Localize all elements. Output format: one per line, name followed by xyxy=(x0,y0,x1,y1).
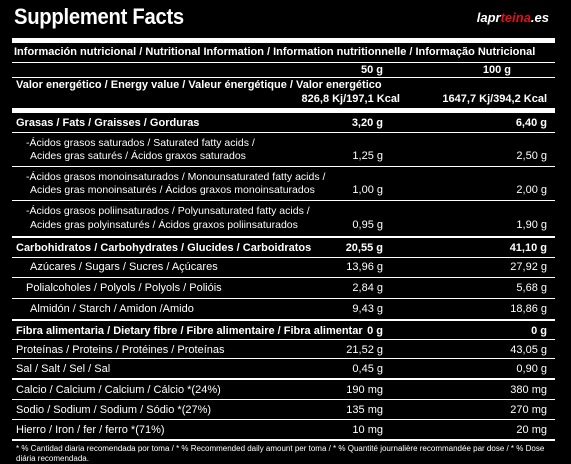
supplement-facts-panel xyxy=(12,4,555,463)
carbs-row xyxy=(12,238,555,257)
iron-row xyxy=(12,420,555,439)
polyols-col1: 2,84 g xyxy=(352,282,383,294)
polyols-label: Polialcoholes / Polyols / Polyols / Polióis xyxy=(26,282,222,294)
mono-row xyxy=(12,167,555,200)
fibre-row xyxy=(12,321,555,339)
sodium-label: Sodio / Sodium / Sodium / Sódio *(27%) xyxy=(16,404,212,416)
sodium-col2: 270 mg xyxy=(510,404,547,416)
energy-row xyxy=(12,78,555,108)
col2-header: 100 g xyxy=(482,64,511,76)
logo-text-3: .es xyxy=(530,10,549,25)
saturated-col2: 2,50 g xyxy=(516,150,547,162)
polyols-col2: 5,68 g xyxy=(516,282,547,294)
logo-text-2: teina xyxy=(500,10,531,25)
saturated-row xyxy=(12,133,555,166)
brand-logo xyxy=(477,10,549,25)
carbs-col1: 20,55 g xyxy=(345,242,383,254)
poly-col1: 0,95 g xyxy=(352,219,383,231)
salt-label: Sal / Salt / Sel / Sal xyxy=(16,363,111,375)
fibre-label: Fibra alimentaria / Dietary fibre / Fibre alimentaire / Fibra alimentar xyxy=(16,325,363,337)
logo-text-1: lapr xyxy=(476,10,501,25)
footnote: * % Cantidad diaria recomendada por toma / * % Recommended daily amount per toma / * % Quantité journalière recommandée par dose / * % Dose diária recomendada. xyxy=(16,444,545,463)
fats-label: Grasas / Fats / Graisses / Gorduras xyxy=(16,117,200,129)
sodium-row xyxy=(12,400,555,419)
carbs-label: Carbohidratos / Carbohydrates / Glucides / Carboidratos xyxy=(16,242,312,254)
energy-label: Valor energético / Energy value / Valeur énergétique / Valor energético xyxy=(16,79,382,91)
mono-col1: 1,00 g xyxy=(352,184,383,196)
poly-row xyxy=(12,201,555,236)
sugars-label: Azúcares / Sugars / Sucres / Açúcares xyxy=(30,261,218,273)
page-title: Supplement Facts xyxy=(14,4,184,29)
calcium-col2: 380 mg xyxy=(510,384,547,396)
salt-col1: 0,45 g xyxy=(352,363,383,375)
sugars-col2: 27,92 g xyxy=(510,261,547,273)
fibre-col1: 0 g xyxy=(367,325,383,337)
mono-label-1: -Ácidos grasos monoinsaturados / Monounsaturated fatty acids / xyxy=(26,171,326,183)
iron-col2: 20 mg xyxy=(516,424,547,436)
poly-label-2: Acides gras polyinsaturés / Ácidos graxos poliinsaturados xyxy=(30,219,298,231)
calcium-label: Calcio / Calcium / Calcium / Cálcio *(24%) xyxy=(16,384,221,396)
mono-col2: 2,00 g xyxy=(516,184,547,196)
fats-row xyxy=(12,113,555,132)
saturated-label-1: -Ácidos grasos saturados / Saturated fatty acids / xyxy=(26,137,255,149)
protein-col1: 21,52 g xyxy=(346,344,383,356)
mono-label-2: Acides gras monoinsaturés / Ácidos graxos monoinsaturados xyxy=(30,184,315,196)
salt-row xyxy=(12,359,555,378)
starch-col2: 18,86 g xyxy=(510,303,547,315)
fibre-col2: 0 g xyxy=(531,325,547,337)
serving-header-row xyxy=(12,63,555,77)
iron-label: Hierro / Iron / fer / ferro *(71%) xyxy=(16,424,165,436)
starch-label: Almidón / Starch / Amidon /Amido xyxy=(30,303,194,315)
info-title-row xyxy=(12,43,555,62)
starch-row xyxy=(12,299,555,319)
carbs-col2: 41,10 g xyxy=(509,242,547,254)
protein-row xyxy=(12,340,555,358)
header xyxy=(12,4,555,38)
info-title: Información nutricional / Nutritional Information / Information nutritionnelle / Informação Nutricional xyxy=(14,46,536,58)
sugars-col1: 13,96 g xyxy=(346,261,383,273)
poly-col2: 1,90 g xyxy=(516,219,547,231)
sugars-row xyxy=(12,258,555,277)
fats-col2: 6,40 g xyxy=(515,117,547,129)
saturated-col1: 1,25 g xyxy=(352,150,383,162)
col1-header: 50 g xyxy=(360,64,383,76)
protein-col2: 43,05 g xyxy=(510,344,547,356)
salt-col2: 0,90 g xyxy=(516,363,547,375)
iron-col1: 10 mg xyxy=(352,424,383,436)
fats-col1: 3,20 g xyxy=(351,117,383,129)
calcium-col1: 190 mg xyxy=(346,384,383,396)
polyols-row xyxy=(12,278,555,298)
energy-col1: 826,8 Kj/197,1 Kcal xyxy=(301,93,400,105)
saturated-label-2: Acides gras saturés / Ácidos graxos saturados xyxy=(30,150,246,162)
poly-label-1: -Ácidos grasos poliinsaturados / Polyunsaturated fatty acids / xyxy=(26,205,310,217)
protein-label: Proteínas / Proteins / Protéines / Proteínas xyxy=(16,344,225,356)
starch-col1: 9,43 g xyxy=(352,303,383,315)
sodium-col1: 135 mg xyxy=(346,404,383,416)
energy-col2: 1647,7 Kj/394,2 Kcal xyxy=(442,93,547,105)
calcium-row xyxy=(12,380,555,399)
